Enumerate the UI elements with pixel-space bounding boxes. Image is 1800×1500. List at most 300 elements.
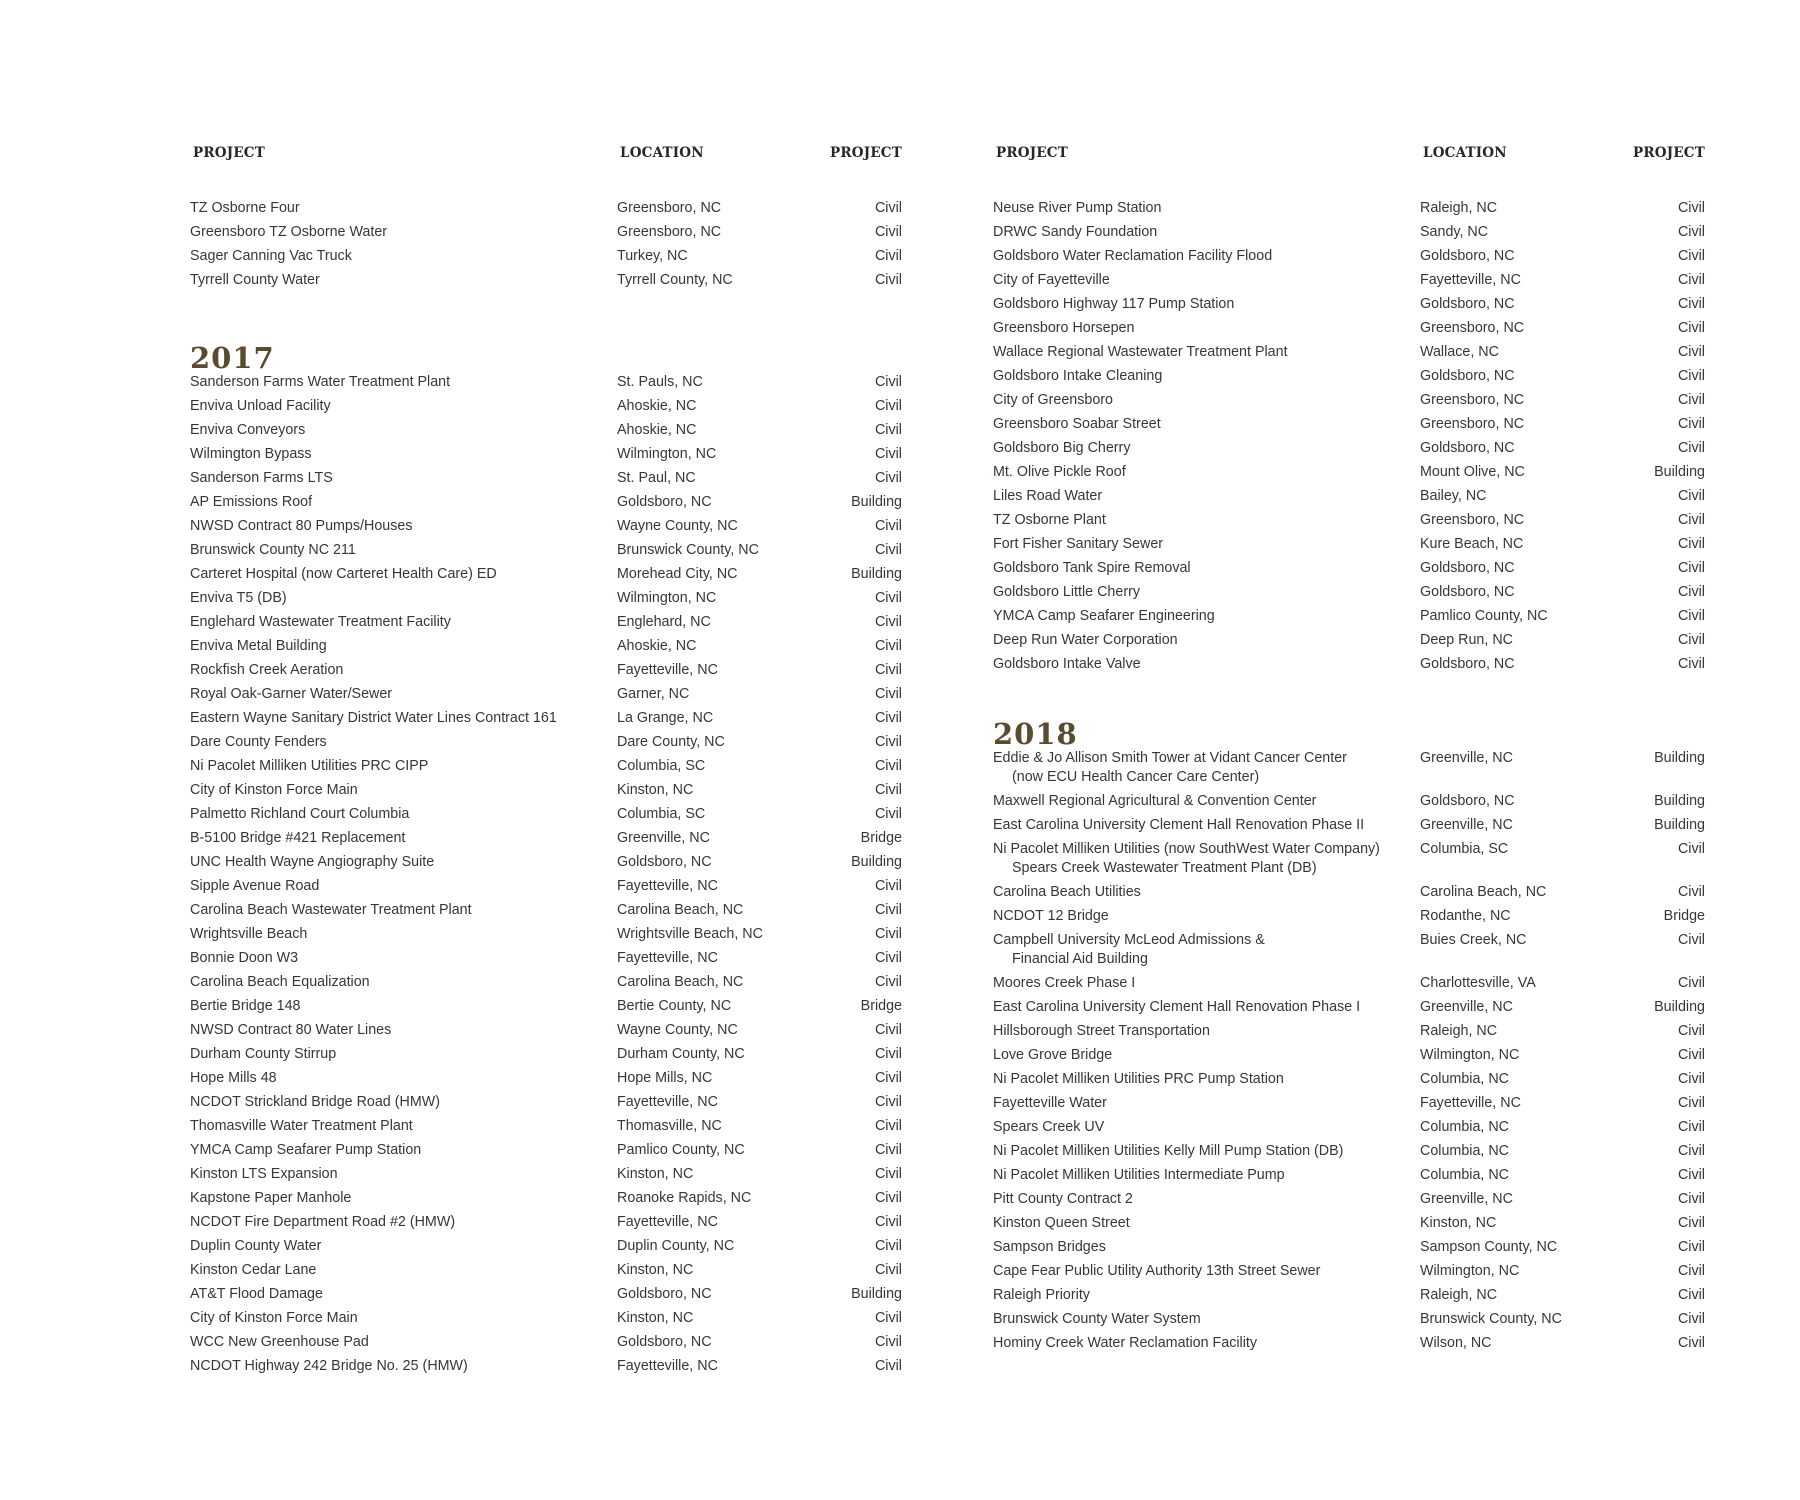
project-name: Hope Mills 48 (190, 1070, 277, 1086)
project-type: Civil (874, 1046, 902, 1062)
project-type: Building (851, 494, 902, 510)
project-type: Civil (874, 398, 902, 414)
project-name: Moores Creek Phase I (993, 975, 1136, 991)
table-row (190, 661, 902, 685)
project-type: Civil (874, 590, 902, 606)
project-location: Englehard, NC (617, 614, 711, 630)
project-location: Brunswick County, NC (617, 542, 759, 558)
project-type: Civil (1677, 632, 1705, 648)
project-name: East Carolina University Clement Hall Renovation Phase I (993, 999, 1361, 1015)
table-row (993, 655, 1705, 679)
project-location: Goldsboro, NC (1420, 368, 1515, 384)
table-row (190, 685, 902, 709)
rows-2017 (190, 373, 902, 1381)
project-location: Garner, NC (617, 686, 690, 702)
project-type: Civil (874, 1214, 902, 1230)
project-location: Thomasville, NC (617, 1118, 722, 1134)
table-row (190, 1165, 902, 1189)
project-name: Ni Pacolet Milliken Utilities Intermediate Pump (993, 1167, 1285, 1183)
table-row (190, 1261, 902, 1285)
table-row (993, 223, 1705, 247)
project-name: Tyrrell County Water (190, 272, 320, 288)
table-row (190, 997, 902, 1021)
project-name: Durham County Stirrup (190, 1046, 337, 1062)
project-type: Civil (1677, 1047, 1705, 1063)
table-row (993, 1238, 1705, 1262)
project-type: Civil (874, 422, 902, 438)
project-location: Raleigh, NC (1420, 1287, 1498, 1303)
project-location: Goldsboro, NC (617, 494, 712, 510)
project-location: Goldsboro, NC (1420, 656, 1515, 672)
project-location: Greensboro, NC (617, 200, 722, 216)
project-location: Sampson County, NC (1420, 1239, 1558, 1255)
table-row (993, 247, 1705, 271)
project-name: Liles Road Water (993, 488, 1103, 504)
project-location: Buies Creek, NC (1420, 932, 1527, 948)
table-header (993, 141, 1705, 199)
project-type: Civil (1677, 224, 1705, 240)
table-row (993, 487, 1705, 511)
project-location: Roanoke Rapids, NC (617, 1190, 752, 1206)
project-location: Columbia, NC (1420, 1143, 1509, 1159)
project-name: Campbell University McLeod Admissions & Financial Aid Building (993, 931, 1413, 969)
table-row (993, 1214, 1705, 1238)
table-row (190, 1117, 902, 1141)
project-name: Goldsboro Highway 117 Pump Station (993, 296, 1235, 312)
project-name: Hillsborough Street Transportation (993, 1023, 1210, 1039)
project-name: Carolina Beach Equalization (190, 974, 370, 990)
table-row (993, 792, 1705, 816)
project-type: Civil (1677, 1191, 1705, 1207)
project-name: Palmetto Richland Court Columbia (190, 806, 410, 822)
project-name: Goldsboro Tank Spire Removal (993, 560, 1191, 576)
project-type: Civil (874, 1070, 902, 1086)
project-location: Columbia, NC (1420, 1071, 1509, 1087)
project-name: Raleigh Priority (993, 1287, 1090, 1303)
project-name: Brunswick County Water System (993, 1311, 1201, 1327)
project-type: Civil (874, 248, 902, 264)
project-name: City of Kinston Force Main (190, 782, 358, 798)
table-row (190, 589, 902, 613)
project-location: Raleigh, NC (1420, 1023, 1498, 1039)
table-row (190, 757, 902, 781)
table-row (993, 631, 1705, 655)
project-type: Civil (1677, 884, 1705, 900)
project-type: Building (1654, 817, 1705, 833)
project-type: Civil (1677, 200, 1705, 216)
project-location: Goldsboro, NC (617, 1286, 712, 1302)
table-row (993, 816, 1705, 840)
project-name: Carteret Hospital (now Carteret Health Care) ED (190, 566, 497, 582)
project-name: Wrightsville Beach (190, 926, 308, 942)
project-name: Enviva Conveyors (190, 422, 306, 438)
project-type: Civil (1677, 560, 1705, 576)
project-location: Bailey, NC (1420, 488, 1487, 504)
project-type: Civil (1677, 1311, 1705, 1327)
project-type: Civil (1677, 1143, 1705, 1159)
project-location: Kinston, NC (617, 1166, 694, 1182)
project-type: Civil (874, 1334, 902, 1350)
header-project: PROJECT (996, 145, 1068, 161)
project-name: Goldsboro Intake Valve (993, 656, 1141, 672)
table-row (993, 974, 1705, 998)
project-name: Thomasville Water Treatment Plant (190, 1118, 413, 1134)
project-location: Goldsboro, NC (617, 854, 712, 870)
project-location: Bertie County, NC (617, 998, 732, 1014)
project-name: AP Emissions Roof (190, 494, 313, 510)
table-row (993, 1094, 1705, 1118)
table-row (190, 949, 902, 973)
project-name: Sipple Avenue Road (190, 878, 320, 894)
table-row (993, 1262, 1705, 1286)
table-row (190, 517, 902, 541)
project-type: Building (851, 1286, 902, 1302)
project-type: Civil (1677, 1263, 1705, 1279)
project-name: Kinston Queen Street (993, 1215, 1130, 1231)
project-location: Dare County, NC (617, 734, 725, 750)
table-row (993, 840, 1705, 883)
table-row (993, 1286, 1705, 1310)
project-location: Fayetteville, NC (617, 878, 718, 894)
project-type: Civil (874, 686, 902, 702)
project-name: TZ Osborne Plant (993, 512, 1106, 528)
project-name: Duplin County Water (190, 1238, 322, 1254)
project-location: Fayetteville, NC (1420, 1095, 1521, 1111)
table-row (190, 223, 902, 247)
project-name: WCC New Greenhouse Pad (190, 1334, 369, 1350)
project-location: Greensboro, NC (617, 224, 722, 240)
table-row (190, 613, 902, 637)
table-row (993, 1022, 1705, 1046)
project-location: Wilmington, NC (617, 446, 717, 462)
table-row (993, 343, 1705, 367)
project-name: Ni Pacolet Milliken Utilities PRC Pump Station (993, 1071, 1284, 1087)
project-name: TZ Osborne Four (190, 200, 300, 216)
project-name: Greensboro Soabar Street (993, 416, 1161, 432)
project-type: Civil (874, 710, 902, 726)
project-location: Wrightsville Beach, NC (617, 926, 763, 942)
project-type: Civil (1677, 296, 1705, 312)
project-location: Goldsboro, NC (1420, 584, 1515, 600)
right-project-table (993, 141, 1705, 1358)
table-row (993, 199, 1705, 223)
project-location: Goldsboro, NC (1420, 296, 1515, 312)
project-location: Carolina Beach, NC (617, 902, 744, 918)
table-row (190, 445, 902, 469)
project-type: Civil (1677, 1287, 1705, 1303)
project-location: Fayetteville, NC (1420, 272, 1521, 288)
table-row (993, 1142, 1705, 1166)
project-location: Goldsboro, NC (617, 1334, 712, 1350)
project-location: Columbia, NC (1420, 1119, 1509, 1135)
project-name: Ni Pacolet Milliken Utilities (now SouthWest Water Company) Spears Creek Wastewater Treatment Plant (DB) (993, 840, 1413, 878)
table-row (190, 1021, 902, 1045)
project-location: Deep Run, NC (1420, 632, 1513, 648)
project-name: Wallace Regional Wastewater Treatment Plant (993, 344, 1288, 360)
project-type: Civil (1677, 608, 1705, 624)
table-row (190, 199, 902, 223)
project-name: B-5100 Bridge #421 Replacement (190, 830, 406, 846)
project-location: Wilson, NC (1420, 1335, 1492, 1351)
project-location: Greensboro, NC (1420, 512, 1525, 528)
project-type: Civil (1677, 1239, 1705, 1255)
project-name: Royal Oak-Garner Water/Sewer (190, 686, 393, 702)
table-row (993, 583, 1705, 607)
project-type: Civil (1677, 416, 1705, 432)
project-name: Brunswick County NC 211 (190, 542, 356, 558)
project-name: Deep Run Water Corporation (993, 632, 1178, 648)
table-row (993, 1166, 1705, 1190)
project-location: Brunswick County, NC (1420, 1311, 1562, 1327)
header-project-type: PROJECT (1633, 145, 1705, 161)
project-type: Civil (1677, 1071, 1705, 1087)
project-location: Durham County, NC (617, 1046, 745, 1062)
project-name: Eastern Wayne Sanitary District Water Lines Contract 161 (190, 710, 557, 726)
project-type: Civil (874, 950, 902, 966)
project-type: Building (1654, 793, 1705, 809)
project-location: Wilmington, NC (1420, 1047, 1520, 1063)
table-row (190, 1045, 902, 1069)
project-name: Dare County Fenders (190, 734, 327, 750)
project-name: Love Grove Bridge (993, 1047, 1113, 1063)
table-row (190, 853, 902, 877)
project-type: Bridge (860, 998, 902, 1014)
project-name: East Carolina University Clement Hall Renovation Phase II (993, 817, 1365, 833)
project-type: Civil (1677, 536, 1705, 552)
project-name: Hominy Creek Water Reclamation Facility (993, 1335, 1258, 1351)
project-name: NCDOT Strickland Bridge Road (HMW) (190, 1094, 440, 1110)
project-type: Civil (874, 1358, 902, 1374)
project-type: Civil (874, 878, 902, 894)
project-name: YMCA Camp Seafarer Pump Station (190, 1142, 422, 1158)
table-row (993, 295, 1705, 319)
table-row (190, 1285, 902, 1309)
project-name: NCDOT Fire Department Road #2 (HMW) (190, 1214, 456, 1230)
project-location: Columbia, NC (1420, 1167, 1509, 1183)
project-name: NCDOT 12 Bridge (993, 908, 1109, 924)
project-location: Greenville, NC (617, 830, 710, 846)
project-location: Wilmington, NC (1420, 1263, 1520, 1279)
table-row (190, 637, 902, 661)
table-row (190, 1333, 902, 1357)
project-type: Civil (1677, 488, 1705, 504)
project-name: Enviva Metal Building (190, 638, 327, 654)
project-name: Sanderson Farms LTS (190, 470, 333, 486)
project-location: St. Paul, NC (617, 470, 696, 486)
project-location: Wayne County, NC (617, 1022, 738, 1038)
table-row (190, 397, 902, 421)
table-row (993, 511, 1705, 535)
project-location: Fayetteville, NC (617, 662, 718, 678)
project-location: Tyrrell County, NC (617, 272, 733, 288)
table-row (190, 925, 902, 949)
table-row (190, 973, 902, 997)
project-location: Kinston, NC (617, 1262, 694, 1278)
project-name: Kapstone Paper Manhole (190, 1190, 352, 1206)
project-location: Greensboro, NC (1420, 392, 1525, 408)
table-row (190, 373, 902, 397)
project-type: Civil (1677, 932, 1705, 948)
project-location: Turkey, NC (617, 248, 688, 264)
project-location: Goldsboro, NC (1420, 440, 1515, 456)
project-name: Ni Pacolet Milliken Utilities Kelly Mill Pump Station (DB) (993, 1143, 1344, 1159)
table-row (190, 1237, 902, 1261)
table-row (190, 901, 902, 925)
table-row (993, 415, 1705, 439)
project-type: Civil (1677, 584, 1705, 600)
project-location: Carolina Beach, NC (1420, 884, 1547, 900)
table-row (993, 931, 1705, 974)
table-row (190, 247, 902, 271)
table-row (993, 439, 1705, 463)
project-location: Rodanthe, NC (1420, 908, 1511, 924)
project-type: Civil (874, 902, 902, 918)
project-name-line2: Financial Aid Building (1012, 951, 1148, 967)
project-name: Maxwell Regional Agricultural & Convention Center (993, 793, 1317, 809)
table-row (190, 877, 902, 901)
project-type: Building (1654, 750, 1705, 766)
table-row (190, 733, 902, 757)
project-name: Bertie Bridge 148 (190, 998, 301, 1014)
project-location: Fayetteville, NC (617, 1358, 718, 1374)
table-row (190, 1141, 902, 1165)
project-type: Civil (1677, 1335, 1705, 1351)
table-row (993, 535, 1705, 559)
table-row (993, 1334, 1705, 1358)
project-name: Sampson Bridges (993, 1239, 1106, 1255)
rows-2018 (993, 749, 1705, 1358)
project-name: Ni Pacolet Milliken Utilities PRC CIPP (190, 758, 429, 774)
project-type: Civil (874, 1142, 902, 1158)
project-type: Civil (874, 1022, 902, 1038)
intro-rows (993, 199, 1705, 679)
year-heading-2017: 2017 (190, 341, 275, 375)
project-type: Civil (1677, 841, 1705, 857)
project-name: Kinston Cedar Lane (190, 1262, 317, 1278)
header-project: PROJECT (193, 145, 265, 161)
table-row (190, 781, 902, 805)
project-type: Civil (874, 446, 902, 462)
project-location: Fayetteville, NC (617, 1214, 718, 1230)
table-row (190, 469, 902, 493)
project-name: Kinston LTS Expansion (190, 1166, 338, 1182)
project-location: Columbia, SC (617, 758, 706, 774)
project-name: Greensboro Horsepen (993, 320, 1135, 336)
project-location: Hope Mills, NC (617, 1070, 713, 1086)
project-location: Pamlico County, NC (1420, 608, 1548, 624)
project-type: Civil (874, 614, 902, 630)
project-type: Civil (874, 272, 902, 288)
project-type: Building (851, 566, 902, 582)
project-name: AT&T Flood Damage (190, 1286, 323, 1302)
project-type: Civil (874, 1118, 902, 1134)
project-location: La Grange, NC (617, 710, 714, 726)
project-location: Kinston, NC (1420, 1215, 1497, 1231)
project-location: Wilmington, NC (617, 590, 717, 606)
project-type: Civil (1677, 1215, 1705, 1231)
project-name: Greensboro TZ Osborne Water (190, 224, 388, 240)
project-type: Civil (874, 470, 902, 486)
header-location: LOCATION (620, 145, 704, 161)
table-row (993, 749, 1705, 792)
table-row (993, 463, 1705, 487)
project-name: DRWC Sandy Foundation (993, 224, 1158, 240)
project-type: Civil (1677, 1167, 1705, 1183)
header-location: LOCATION (1423, 145, 1507, 161)
table-row (190, 1189, 902, 1213)
project-name: Fort Fisher Sanitary Sewer (993, 536, 1164, 552)
project-type: Civil (874, 518, 902, 534)
project-name: City of Greensboro (993, 392, 1113, 408)
header-project-type: PROJECT (830, 145, 902, 161)
table-row (190, 1069, 902, 1093)
project-name: UNC Health Wayne Angiography Suite (190, 854, 435, 870)
project-type: Bridge (1663, 908, 1705, 924)
project-name: NWSD Contract 80 Pumps/Houses (190, 518, 413, 534)
table-row (190, 1357, 902, 1381)
table-row (993, 391, 1705, 415)
table-row (993, 998, 1705, 1022)
project-name: Carolina Beach Utilities (993, 884, 1141, 900)
project-name: Goldsboro Little Cherry (993, 584, 1141, 600)
project-location: Ahoskie, NC (617, 422, 697, 438)
table-row (190, 1093, 902, 1117)
project-name: Sanderson Farms Water Treatment Plant (190, 374, 451, 390)
project-name: NWSD Contract 80 Water Lines (190, 1022, 392, 1038)
project-name: Bonnie Doon W3 (190, 950, 299, 966)
project-location: Columbia, SC (1420, 841, 1509, 857)
project-name: City of Fayetteville (993, 272, 1110, 288)
project-type: Civil (1677, 440, 1705, 456)
year-heading-2018: 2018 (993, 717, 1078, 751)
project-name: Neuse River Pump Station (993, 200, 1162, 216)
project-name: Wilmington Bypass (190, 446, 312, 462)
project-location: Goldsboro, NC (1420, 560, 1515, 576)
project-type: Civil (874, 1238, 902, 1254)
project-name: Pitt County Contract 2 (993, 1191, 1133, 1207)
project-location: Greenville, NC (1420, 1191, 1513, 1207)
project-type: Civil (1677, 1095, 1705, 1111)
project-location: Kure Beach, NC (1420, 536, 1524, 552)
project-type: Civil (1677, 1119, 1705, 1135)
project-type: Civil (1677, 656, 1705, 672)
table-row (993, 367, 1705, 391)
project-type: Building (851, 854, 902, 870)
project-location: Goldsboro, NC (1420, 248, 1515, 264)
table-row (993, 1310, 1705, 1334)
project-type: Civil (874, 638, 902, 654)
project-name: Goldsboro Water Reclamation Facility Flood (993, 248, 1273, 264)
project-type: Civil (874, 734, 902, 750)
table-header (190, 141, 902, 199)
table-row (190, 541, 902, 565)
project-location: Sandy, NC (1420, 224, 1489, 240)
table-row (190, 709, 902, 733)
project-name-line2: Spears Creek Wastewater Treatment Plant (DB) (1012, 860, 1317, 876)
project-type: Civil (874, 1262, 902, 1278)
project-type: Civil (1677, 320, 1705, 336)
table-row (190, 271, 902, 295)
project-type: Building (1654, 999, 1705, 1015)
project-location: St. Pauls, NC (617, 374, 703, 390)
project-type: Civil (874, 224, 902, 240)
project-location: Morehead City, NC (617, 566, 738, 582)
table-row (993, 1046, 1705, 1070)
project-type: Civil (1677, 512, 1705, 528)
project-location: Wayne County, NC (617, 518, 738, 534)
project-type: Civil (1677, 1023, 1705, 1039)
table-row (993, 907, 1705, 931)
